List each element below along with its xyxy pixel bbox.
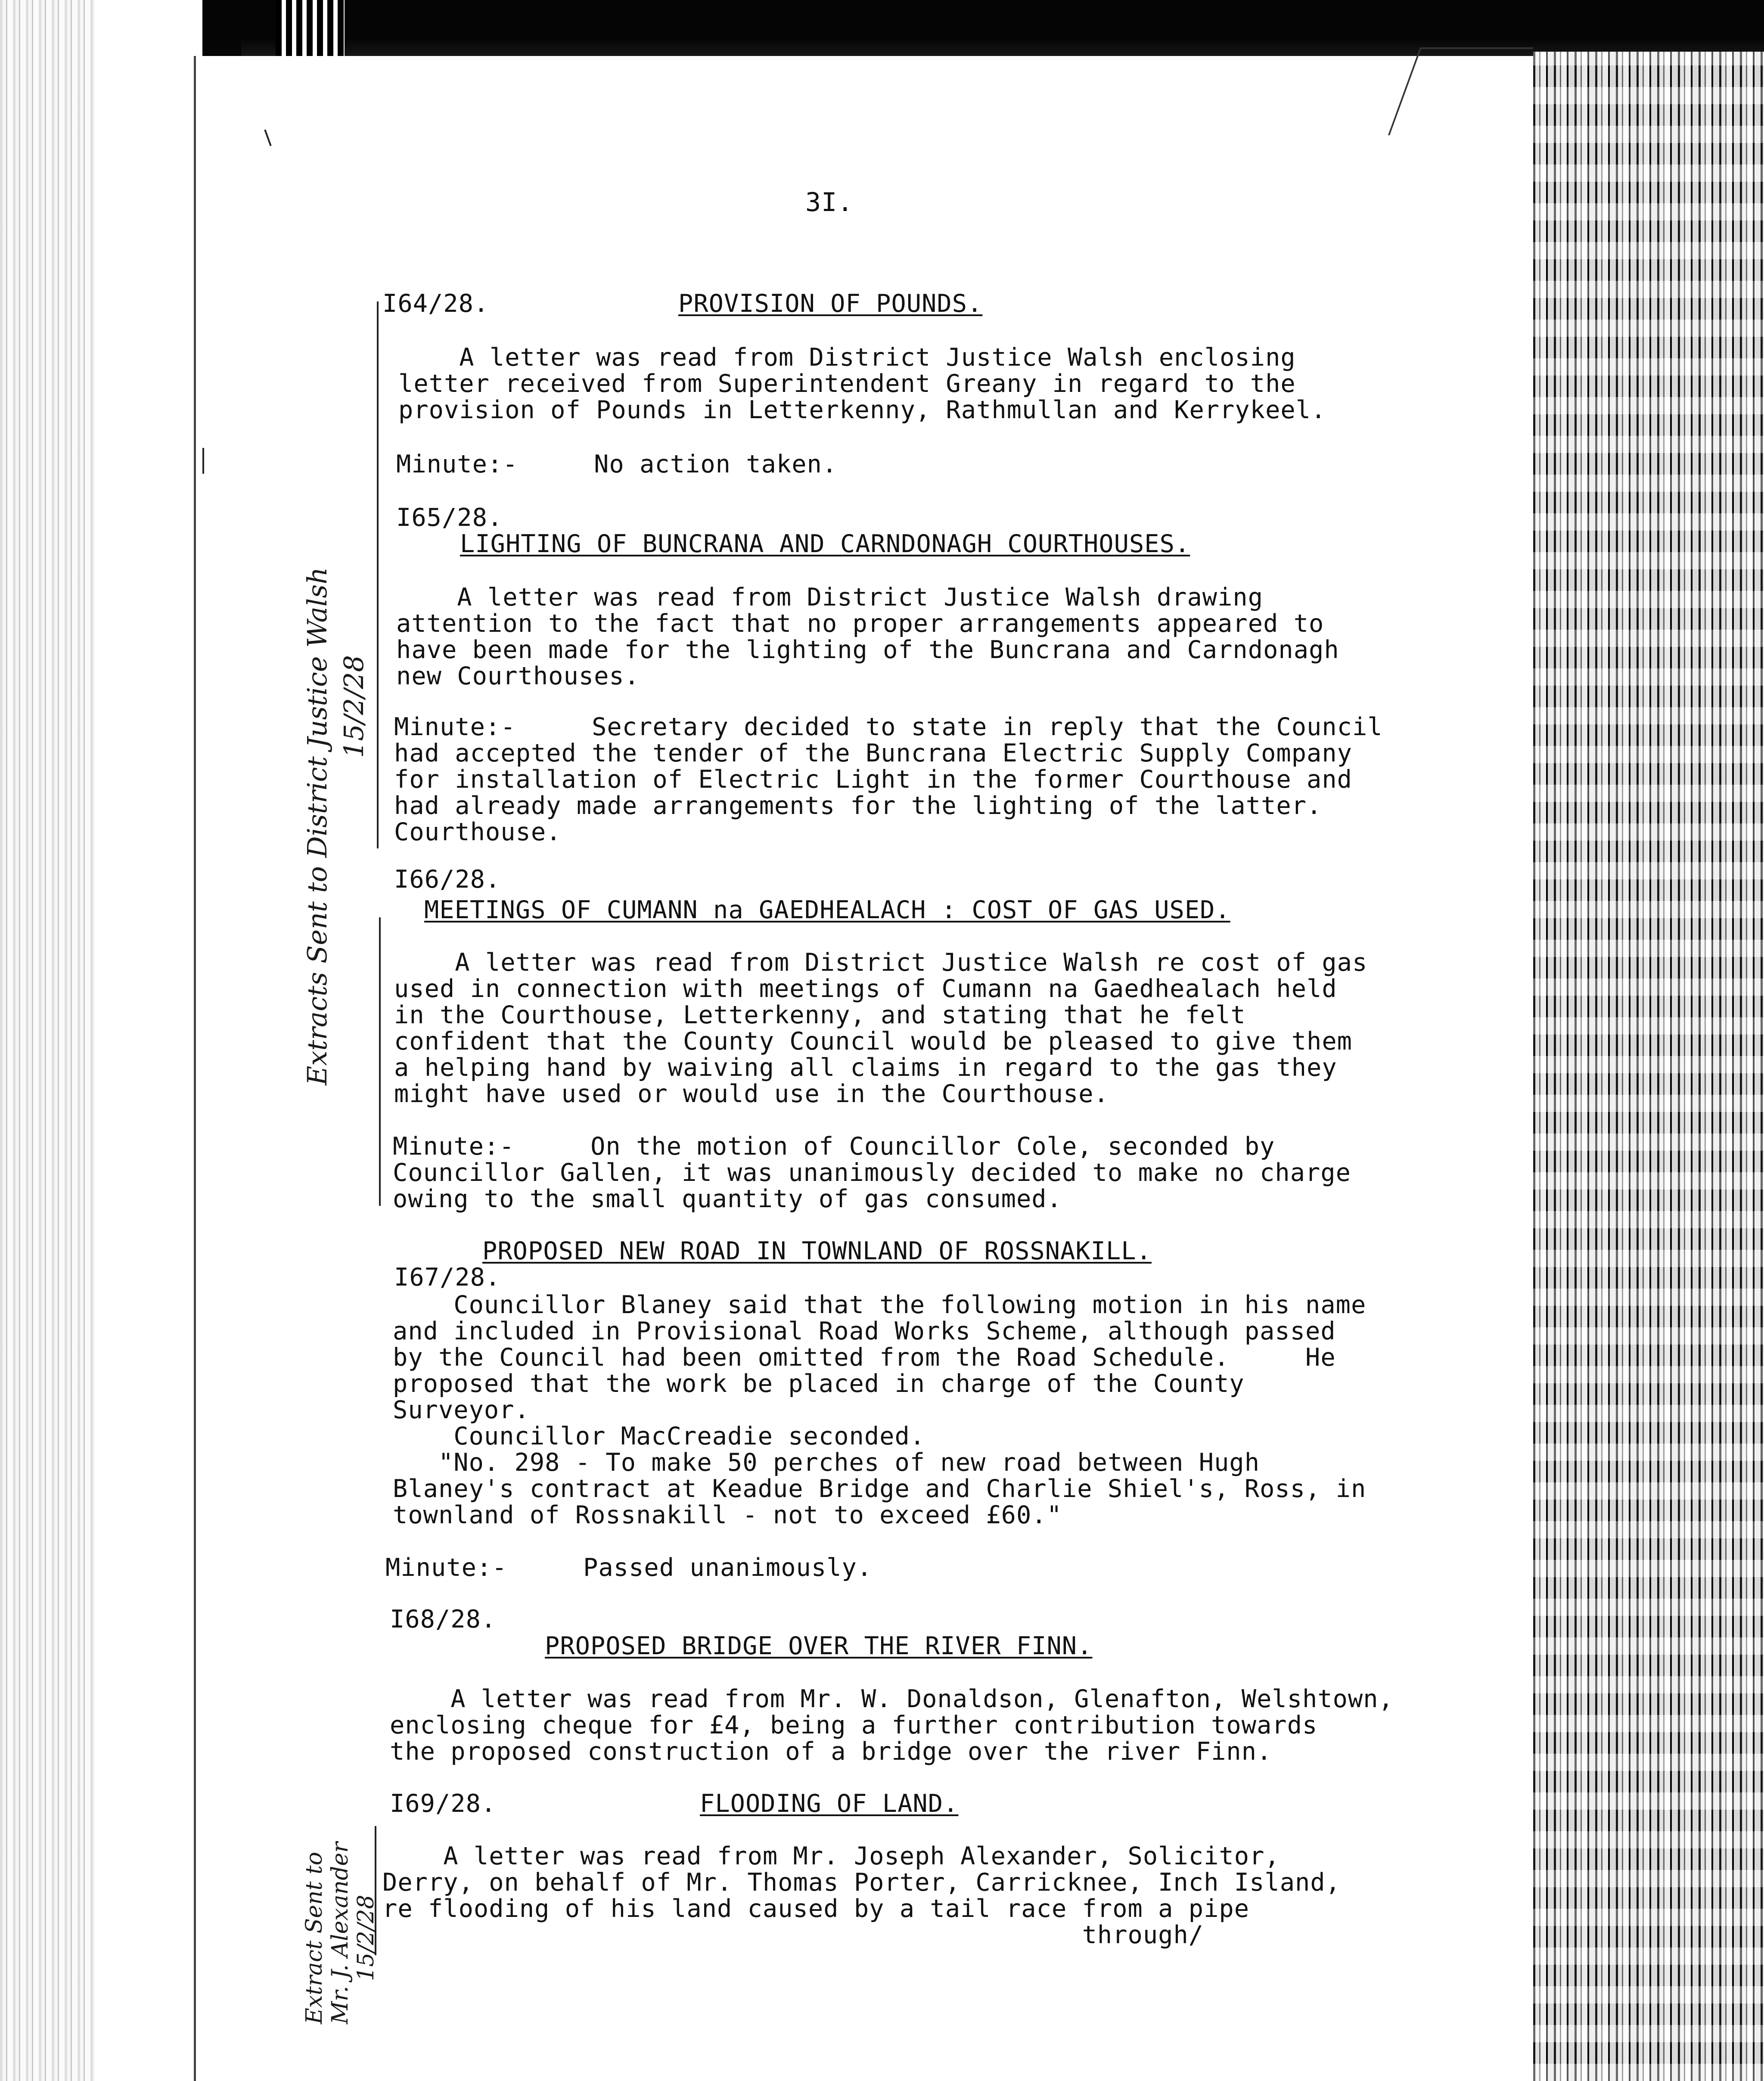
book-left-edge (0, 0, 95, 2081)
body-line: letter received from Superintendent Greany in regard to the (398, 370, 1296, 398)
body-line: have been made for the lighting of the Buncrana and Carndonagh (396, 636, 1339, 664)
minute-line: Minute:- Passed unanimously. (385, 1553, 873, 1582)
page-number: 3I. (805, 187, 854, 217)
minute-number: I66/28. (394, 865, 501, 894)
minute-number: I64/28. (382, 289, 489, 318)
body-line: townland of Rossnakill - not to exceed £60." (393, 1501, 1062, 1529)
body-line: used in connection with meetings of Cumann na Gaedhealach held (394, 975, 1337, 1003)
body-line: the proposed construction of a bridge over the river Finn. (390, 1737, 1272, 1766)
body-line: re flooding of his land caused by a tail race from a pipe (382, 1895, 1250, 1923)
section-heading: FLOODING OF LAND. (700, 1789, 959, 1818)
minute-number: I69/28. (390, 1789, 497, 1818)
body-line: by the Council had been omitted from the Road Schedule. He (393, 1343, 1336, 1372)
minute-line: Minute:- Secretary decided to state in reply that the Council (394, 713, 1383, 741)
minute-line: had accepted the tender of the Buncrana Electric Supply Company (394, 739, 1352, 767)
body-line: A letter was read from Mr. Joseph Alexander, Solicitor, (382, 1842, 1280, 1870)
handwritten-margin-note: Extract Sent to (301, 1851, 327, 2024)
margin-bracket (377, 301, 379, 848)
body-line: enclosing cheque for £4, being a further contribution towards (390, 1711, 1318, 1739)
body-line: attention to the fact that no proper arrangements appeared to (396, 609, 1324, 638)
body-line: confident that the County Council would be pleased to give them (394, 1027, 1352, 1056)
section-heading: PROVISION OF POUNDS. (678, 289, 983, 318)
section-heading: PROPOSED NEW ROAD IN TOWNLAND OF ROSSNAKILL. (482, 1237, 1152, 1265)
minute-number: I68/28. (390, 1605, 497, 1634)
body-line: and included in Provisional Road Works Scheme, although passed (393, 1317, 1336, 1345)
body-line: provision of Pounds in Letterkenny, Rathmullan and Kerrykeel. (398, 396, 1326, 424)
minute-line: for installation of Electric Light in the former Courthouse and (394, 765, 1352, 794)
body-line: A letter was read from District Justice Walsh drawing (396, 583, 1264, 612)
body-line: Councillor Blaney said that the following motion in his name (393, 1291, 1366, 1319)
body-line: "No. 298 - To make 50 perches of new road between Hugh (393, 1448, 1260, 1477)
minute-number: I67/28. (394, 1263, 501, 1292)
section-heading: LIGHTING OF BUNCRANA AND CARNDONAGH COURTHOUSES. (460, 530, 1190, 558)
body-line: Surveyor. (393, 1396, 530, 1424)
body-line: a helping hand by waiving all claims in regard to the gas they (394, 1053, 1337, 1082)
section-heading: PROPOSED BRIDGE OVER THE RIVER FINN. (545, 1632, 1093, 1660)
handwritten-margin-note: Mr. J. Alexander (327, 1842, 353, 2024)
binding-marks (276, 0, 345, 56)
minute-line: Minute:- No action taken. (396, 450, 838, 478)
section-heading: MEETINGS OF CUMANN na GAEDHEALACH : COST OF GAS USED. (424, 896, 1230, 924)
handwritten-margin-date: 15/2/28 (353, 1895, 379, 1981)
minute-line: Courthouse. (394, 818, 562, 846)
handwritten-margin-note: Extracts Sent to District Justice Walsh (301, 567, 333, 1085)
margin-mark (202, 448, 204, 474)
body-line: Derry, on behalf of Mr. Thomas Porter, Carricknee, Inch Island, (382, 1868, 1341, 1897)
handwritten-margin-date: 15/2/28 (338, 655, 370, 758)
minute-line: owing to the small quantity of gas consumed. (393, 1185, 1062, 1213)
minute-line: Councillor Gallen, it was unanimously decided to make no charge (393, 1159, 1351, 1187)
body-line: A letter was read from District Justice Walsh re cost of gas (394, 948, 1368, 977)
body-line: might have used or would use in the Courthouse. (394, 1080, 1109, 1108)
body-line: A letter was read from District Justice Walsh enclosing (398, 343, 1296, 372)
body-line: in the Courthouse, Letterkenny, and stating that he felt (394, 1001, 1246, 1029)
body-line: new Courthouses. (396, 662, 640, 690)
body-line: proposed that the work be placed in charge of the County (393, 1370, 1245, 1398)
body-line: Blaney's contract at Keadue Bridge and Charlie Shiel's, Ross, in (393, 1475, 1366, 1503)
body-line: through/ (382, 1921, 1204, 1949)
body-line: A letter was read from Mr. W. Donaldson, Glenafton, Welshtown, (390, 1685, 1394, 1713)
minute-line: had already made arrangements for the lighting of the latter. (394, 792, 1322, 820)
body-line: Councillor MacCreadie seconded. (393, 1422, 925, 1450)
minute-line: Minute:- On the motion of Councillor Cole, seconded by (393, 1132, 1275, 1161)
page-stack-edge (1533, 52, 1764, 2081)
margin-bracket (379, 917, 381, 1206)
minute-number: I65/28. (396, 503, 503, 532)
